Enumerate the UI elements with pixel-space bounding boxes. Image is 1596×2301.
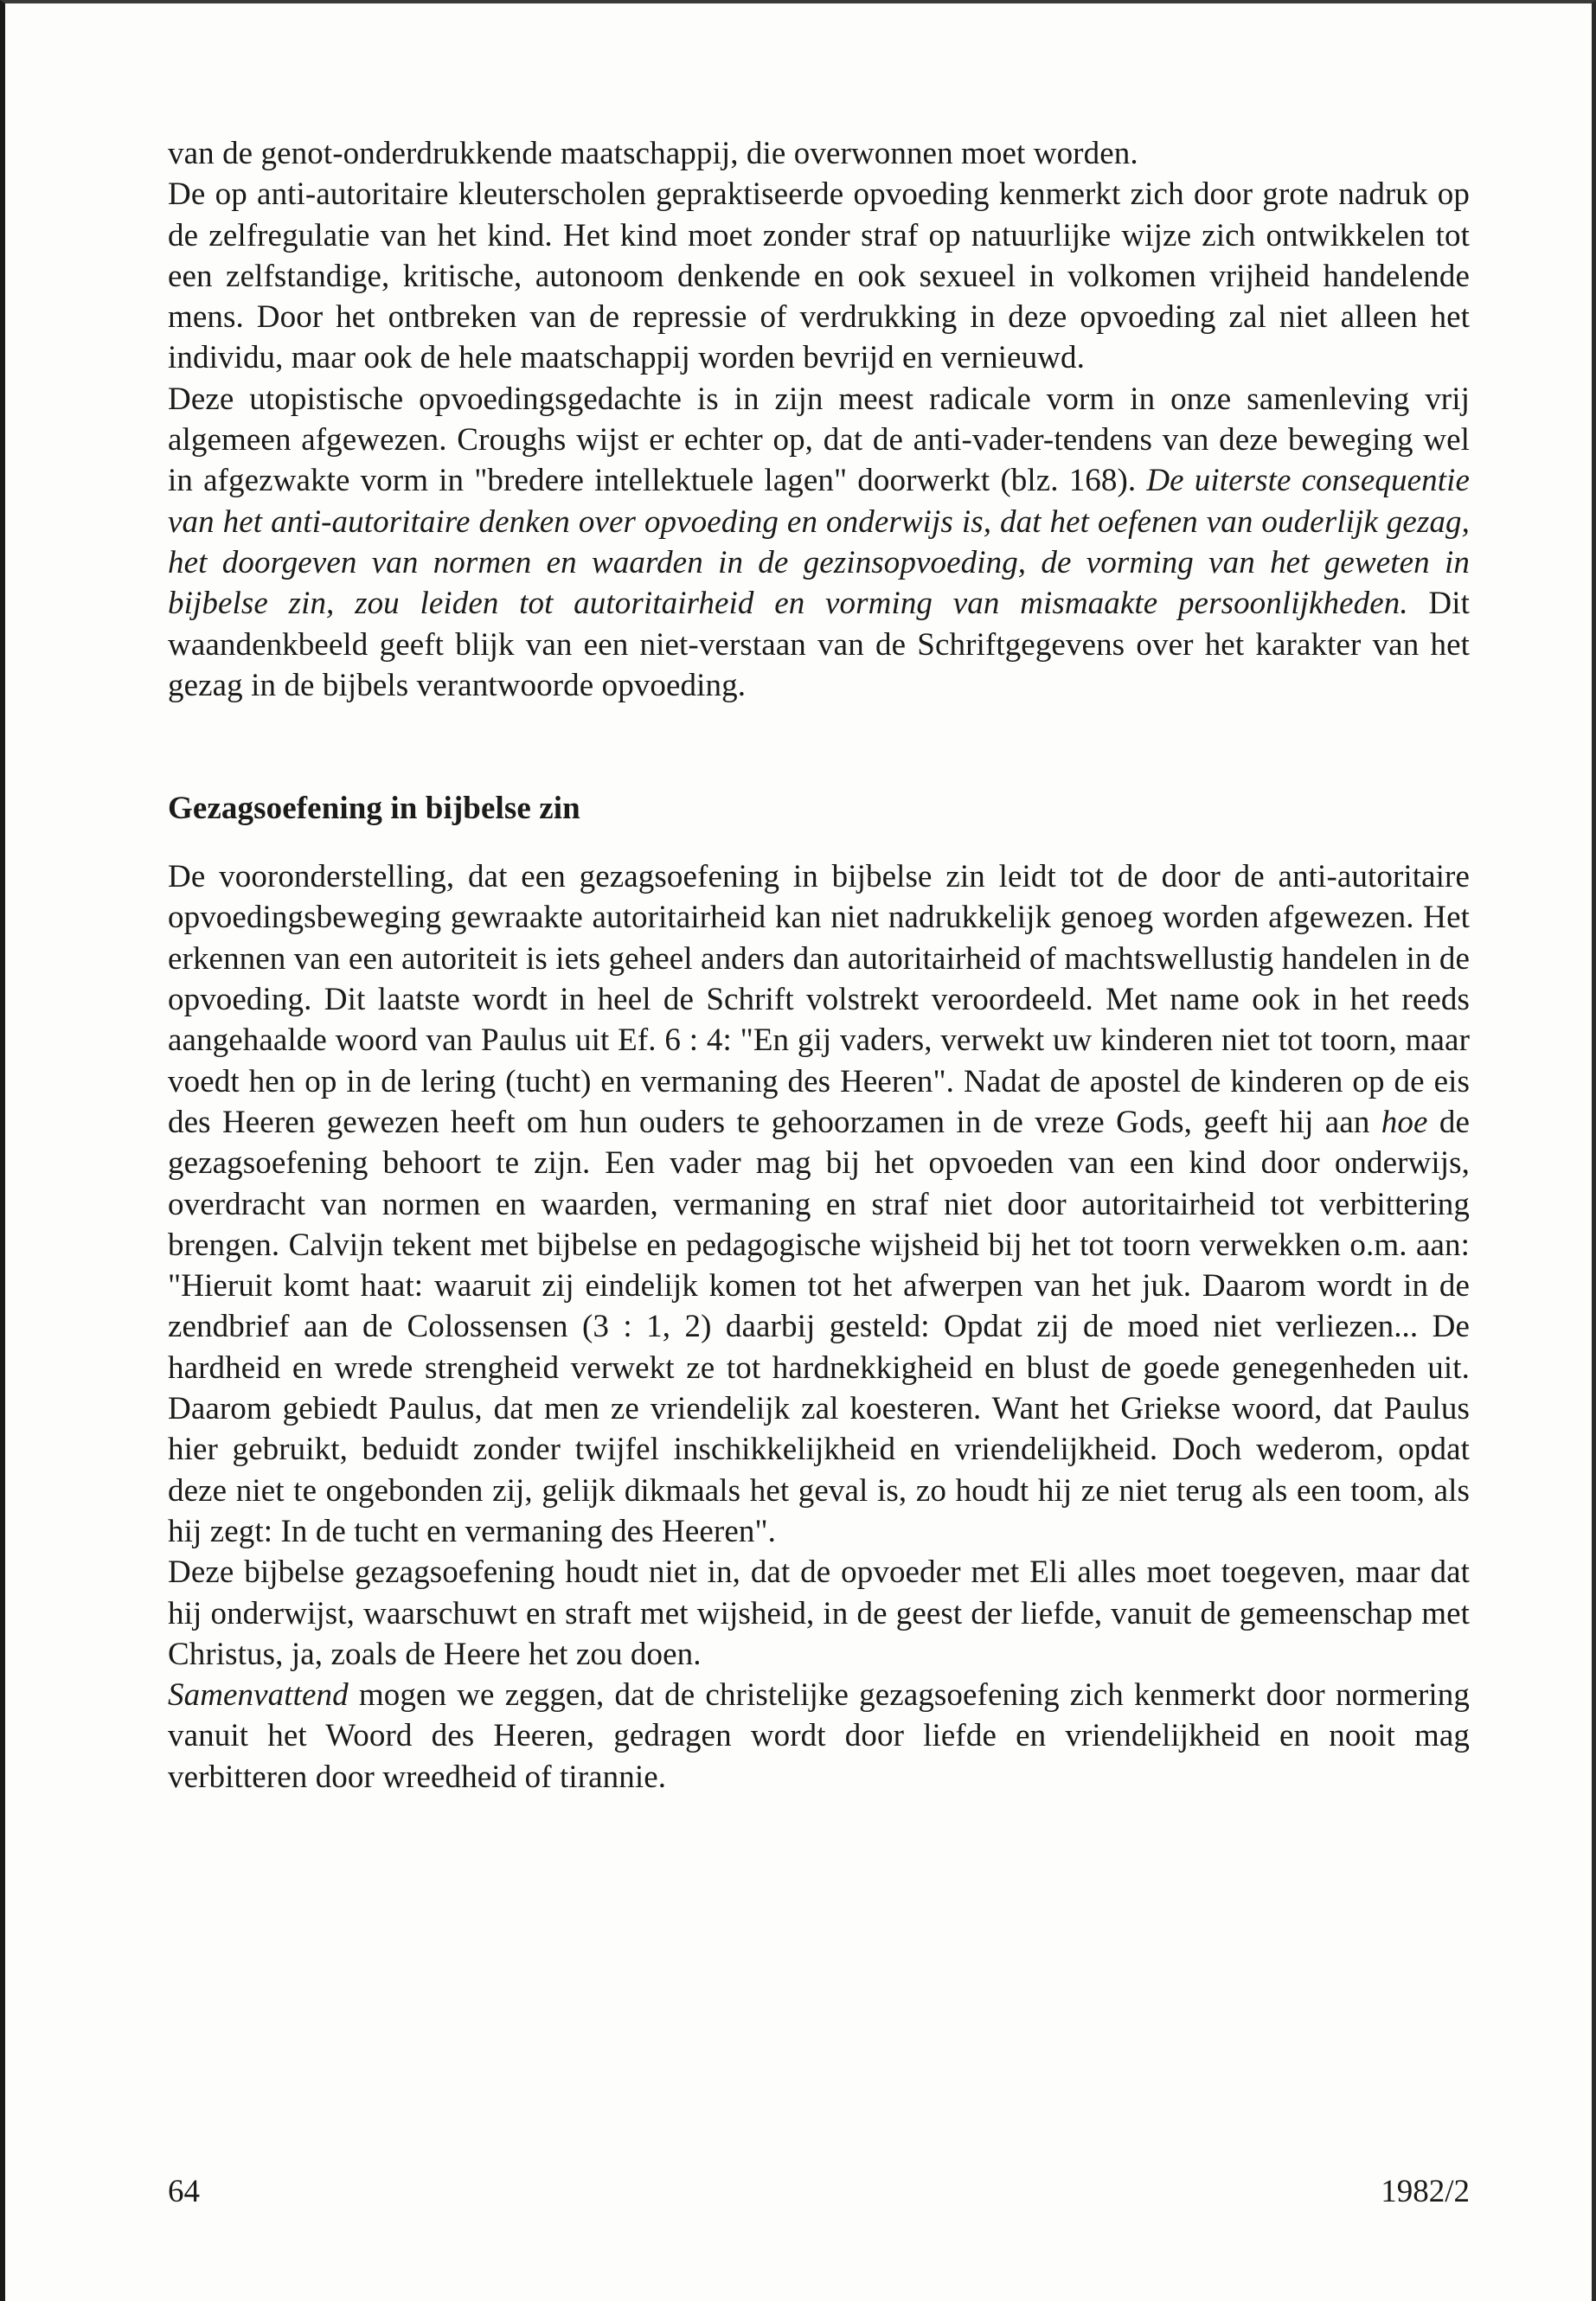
paragraphs-before-heading (168, 133, 1470, 706)
paragraph (168, 856, 1470, 1552)
page-footer (168, 2173, 1470, 2210)
italic-text: hoe (1381, 1104, 1428, 1140)
text-run: Deze bijbelse gezagsoefening houdt niet in, dat de opvoeder met Eli alles moet toegeven, maar dat hij onderwijst, waarschuwt en straft met wijsheid, in de geest der liefde, vanuit de gemeenschap met Christus, ja, zoals de Heere het zou doen. (168, 1554, 1470, 1672)
text-run: van de genot-onderdrukkende maatschappij, die overwonnen moet worden. (168, 136, 1138, 171)
text-run: De op anti-autoritaire kleuterscholen gepraktiseerde opvoeding kenmerkt zich door grote nadruk op de zelfregulatie van het kind. Het kind moet zonder straf op natuurlijke wijze zich ontwikkelen tot een zelfstandige, kritische, autonoom denkende en ook sexueel in volkomen vrijheid handelende mens. Door het ontbreken van de repressie of verdrukking in deze opvoeding zal niet alleen het individu, maar ook de hele maatschappij worden bevrijd en vernieuwd. (168, 176, 1470, 376)
text-run: Deze utopistische opvoedingsgedachte is in zijn meest radicale vorm in onze samenleving vrij algemeen afgewezen. Croughs wijst er echter op, dat de anti-vader-tendens van deze beweging wel in afgezwakte vorm in "bredere intellektuele lagen" doorwerkt (blz. 168). (168, 381, 1470, 499)
page-number: 64 (168, 2174, 200, 2209)
issue-number: 1982/2 (1381, 2174, 1470, 2209)
paragraph (168, 1552, 1470, 1675)
text-run: De vooronderstelling, dat een gezagsoefening in bijbelse zin leidt tot de door de anti-autoritaire opvoedingsbeweging gewraakte autoritairheid kan niet nadrukkelijk genoeg worden afgewezen. Het erkennen van een autoriteit is iets geheel anders dan autoritairheid of machtswellustig handelen in de opvoeding. Dit laatste wordt in heel de Schrift volstrekt veroordeeld. Met name ook in het reeds aangehaalde woord van Paulus uit Ef. 6 : 4: "En gij vaders, verwekt uw kinderen niet tot toorn, maar voedt hen op in de lering (tucht) en vermaning des Heeren". Nadat de apostel de kinderen op de eis des Heeren gewezen heeft om hun ouders te gehoorzamen in de vreze Gods, geeft hij aan (168, 859, 1470, 1140)
paragraph (168, 379, 1470, 706)
italic-text: De uiterste consequentie van het anti-autoritaire denken over opvoeding en onderwijs is, dat het oefenen van ouderlijk gezag, het doorgeven van normen en waarden in de gezinsopvoeding, de vorming van het geweten in bijbelse zin, zou leiden tot autoritairheid en vorming van mismaakte persoonlijkheden. (168, 463, 1470, 622)
paragraph (168, 174, 1470, 378)
paragraphs-after-heading (168, 856, 1470, 1798)
paragraph (168, 1675, 1470, 1798)
text-run: mogen we zeggen, dat de christelijke gezagsoefening zich kenmerkt door normering vanuit het Woord des Heeren, gedragen wordt door liefde en vriendelijkheid en nooit mag verbitteren door wreedheid of tirannie. (168, 1677, 1470, 1795)
body-text (168, 133, 1470, 1798)
paragraph (168, 133, 1470, 174)
text-run: Dit waandenkbeeld geeft blijk van een niet-verstaan van de Schriftgegevens over het karakter van het gezag in de bijbels verantwoorde opvoeding. (168, 586, 1470, 703)
italic-text: Samenvattend (168, 1677, 349, 1714)
text-run: de gezagsoefening behoort te zijn. Een vader mag bij het opvoeden van een kind door onderwijs, overdracht van normen en waarden, vermaning en straf niet door autoritairheid tot verbittering brengen. Calvijn tekent met bijbelse en pedagogische wijsheid bij het tot toorn verwekken o.m. aan: "Hieruit komt haat: waaruit zij eindelijk komen tot het afwerpen van het juk. Daarom wordt in de zendbrief aan de Colossensen (3 : 1, 2) daarbij gesteld: Opdat zij de moed niet verliezen... De hardheid en wrede strengheid verwekt ze tot hardnekkigheid en blust de goede genegenheden uit. Daarom gebiedt Paulus, dat men ze vriendelijk zal koesteren. Want het Griekse woord, dat Paulus hier gebruikt, beduidt zonder twijfel inschikkelijkheid en vriendelijkheid. Doch wederom, opdat deze niet te ongebonden zij, gelijk dikmaals het geval is, zo houdt hij ze niet terug als een toom, als hij zegt: In de tucht en vermaning des Heeren". (168, 1104, 1470, 1549)
section-heading: Gezagsoefening in bijbelse zin (168, 791, 580, 827)
